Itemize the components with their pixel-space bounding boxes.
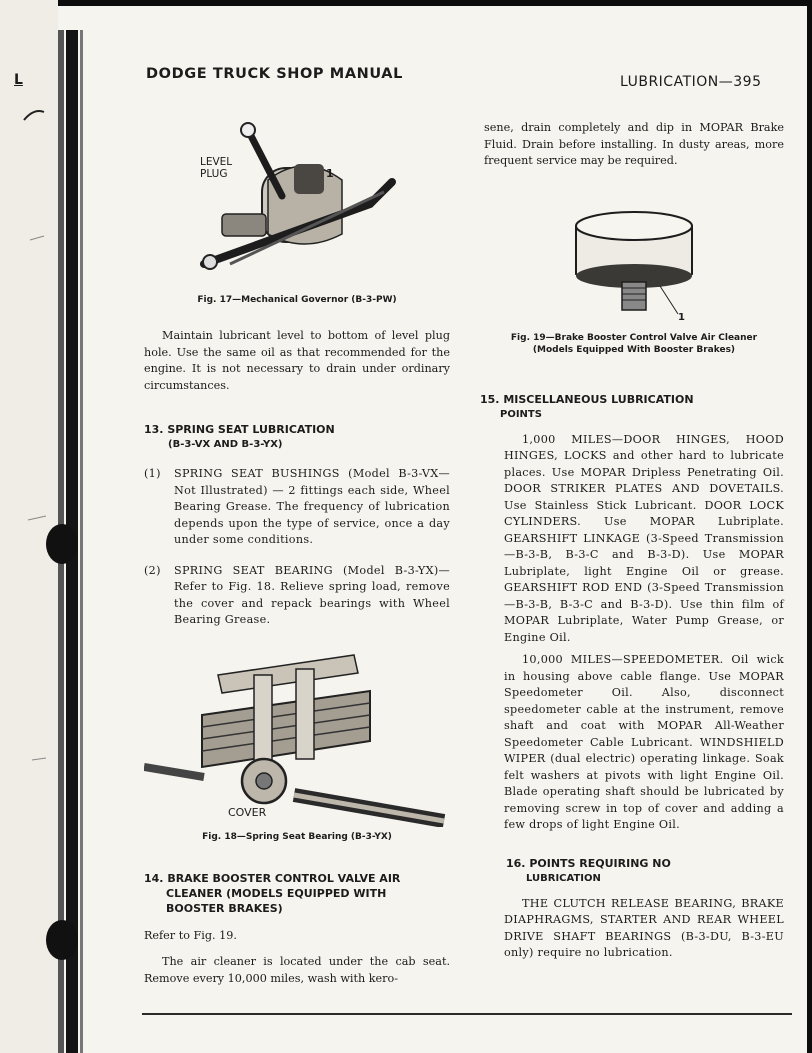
fig19-callout: 1: [678, 311, 685, 323]
section15-subtitle: POINTS: [500, 408, 542, 420]
binding-spine: [0, 0, 96, 1053]
spring-seat-bearing-illustration: [144, 645, 450, 827]
fig17-figure: [144, 94, 450, 305]
air-cleaner-illustration: [484, 186, 784, 316]
fig17-level-plug-label: LEVEL PLUG: [200, 156, 233, 180]
section16-title: 16. POINTS REQUIRING NO: [506, 856, 671, 870]
fig19-caption-line1: Fig. 19—Brake Booster Control Valve Air Cleaner: [510, 332, 758, 343]
section14-para: The air cleaner is located under the cab seat. Remove every 10,000 miles, wash with kero-: [144, 955, 450, 985]
margin-mark: L: [14, 72, 23, 88]
fig19-figure: [484, 186, 784, 356]
binder-hole: [46, 920, 78, 960]
fig18-cover-label: COVER: [228, 805, 267, 819]
fig18-figure: [144, 645, 450, 845]
section13-item1: [144, 466, 450, 549]
scan-border-top: [0, 0, 812, 6]
left-column: [144, 94, 450, 987]
manual-title: DODGE TRUCK SHOP MANUAL: [146, 66, 403, 82]
section13-heading: [144, 422, 450, 452]
section15-heading: [480, 392, 784, 422]
section13-title: 13. SPRING SEAT LUBRICATION: [144, 423, 335, 436]
section16-para: THE CLUTCH RELEASE BEARING, BRAKE DIAPHRAGMS, STARTER AND REAR WHEEL DRIVE SHAFT BEARINGS (B-3-DU, B-3-EU only) require no lubrication.: [504, 896, 784, 959]
section14-title-line2: CLEANER (MODELS EQUIPPED WITH: [166, 886, 387, 900]
right-column: [480, 120, 784, 962]
footer-rule: [142, 1013, 792, 1015]
fig19-caption-line2: (Models Equipped With Booster Brakes): [532, 344, 736, 355]
item2-number: (2): [144, 563, 161, 577]
scan-border-right: [807, 0, 812, 1053]
para-maintain-lubricant: Maintain lubricant level to bottom of level plug hole. Use the same oil as that recommended for the engine. It is not necessary to drain under ordinary circumstances.: [144, 329, 450, 392]
section15-para2: 10,000 MILES—SPEEDOMETER. Oil wick in housing above cable flange. Use MOPAR Speedometer Oil. Also, disconnect speedometer cable at the instrument, remove shaft and coat with MOPAR All-Weather Speedometer Cable Lubricant. WINDSHIELD WIPER (dual electric) operating linkage. Soak felt washers at pivots with light Engine Oil. Blade operating shaft should be lubricated by removing screw in top of cover and adding a few drops of light Engine Oil.: [504, 653, 784, 831]
page-section-title: LUBRICATION—395: [620, 74, 762, 90]
section15-title: 15. MISCELLANEOUS LUBRICATION: [480, 392, 694, 406]
fig19-caption: [484, 332, 784, 356]
item2-text: SPRING SEAT BEARING (Model B-3-YX)—Refer to Fig. 18. Relieve spring load, remove the cover and repack bearings with Wheel Bearing Grease.: [174, 563, 450, 626]
fig17-callout: 1: [326, 167, 334, 180]
section13-item2: [144, 563, 450, 629]
continuation-para: sene, drain completely and dip in MOPAR Brake Fluid. Drain before installing. In dusty areas, more frequent service may be required.: [484, 121, 784, 167]
item1-text: SPRING SEAT BUSHINGS (Model B-3-VX—Not Illustrated) — 2 fittings each side, Wheel Bearing Grease. The frequency of lubrication depends upon the type of service, once a day under some conditions.: [174, 467, 450, 546]
section14-title-line1: 14. BRAKE BOOSTER CONTROL VALVE AIR: [144, 871, 401, 885]
section16-heading: [506, 856, 784, 886]
fig17-caption: Fig. 17—Mechanical Governor (B-3-PW): [197, 295, 397, 305]
section14-heading: [144, 871, 450, 916]
binder-hole: [46, 524, 78, 564]
mechanical-governor-illustration: [144, 94, 450, 276]
section14-refer: Refer to Fig. 19.: [144, 928, 237, 942]
item1-number: (1): [144, 467, 161, 480]
fig18-caption: Fig. 18—Spring Seat Bearing (B-3-YX): [202, 831, 392, 842]
section15-para1: 1,000 MILES—DOOR HINGES, HOOD HINGES, LOCKS and other hard to lubricate places. Use MOPAR Dripless Penetrating Oil. DOOR STRIKER PLATES AND DOVETAILS. Use Stainless Stick Lubricant. DOOR LOCK CYLINDERS. Use MOPAR Lubriplate. GEARSHIFT LINKAGE (3-Speed Transmission—B-3-B, B-3-C and B-3-D). Use MOPAR Lubriplate, light Engine Oil or grease. GEARSHIFT ROD END (3-Speed Transmission—B-3-B, B-3-C and B-3-D). Use thin film of MOPAR Lubriplate, Water Pump Grease, or Engine Oil.: [504, 432, 784, 644]
section14-title-line3: BOOSTER BRAKES): [166, 901, 283, 915]
section16-subtitle: LUBRICATION: [526, 872, 601, 884]
section13-subtitle: (B-3-VX AND B-3-YX): [168, 439, 283, 450]
